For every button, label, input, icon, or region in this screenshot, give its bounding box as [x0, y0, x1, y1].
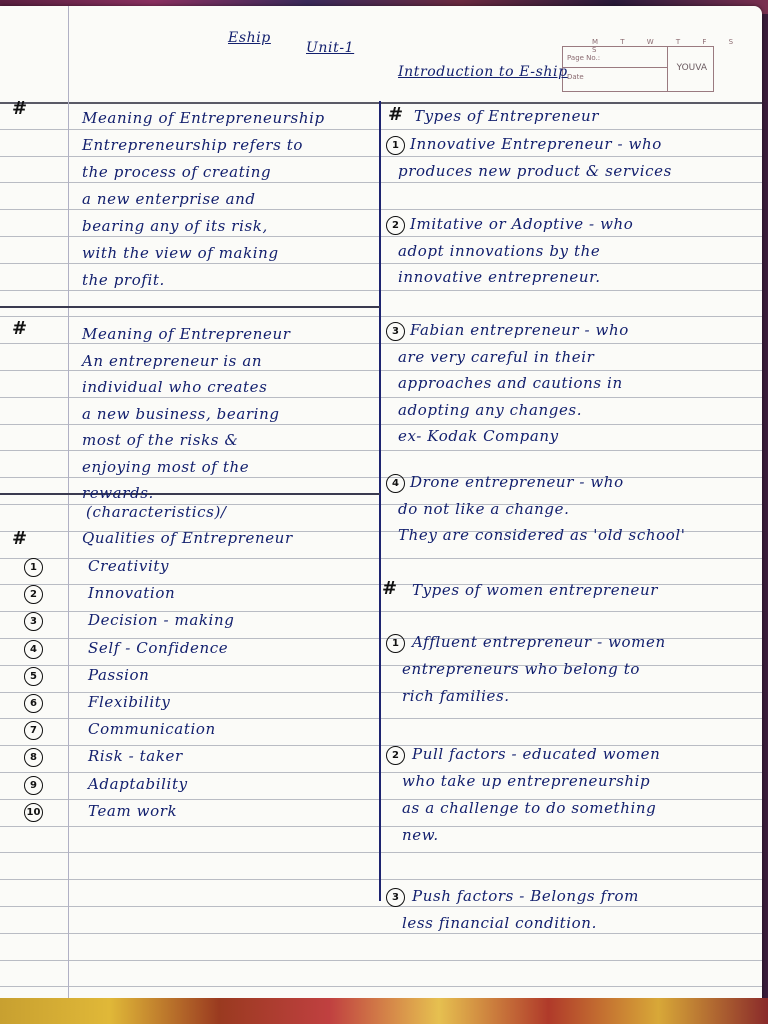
- ruled-line: [0, 852, 762, 853]
- background-bottom: [0, 998, 768, 1024]
- section-marker: #: [388, 104, 404, 125]
- notebook-page: [0, 6, 762, 1006]
- type-line: They are considered as 'old school': [398, 526, 686, 544]
- quality-item: Creativity: [88, 557, 170, 575]
- type-line: are very careful in their: [398, 347, 595, 366]
- type-line: produces new product & services: [398, 161, 672, 180]
- women-type-line: who take up entrepreneurship: [402, 772, 651, 790]
- quality-item: Passion: [88, 665, 150, 684]
- section-marker: #: [12, 318, 28, 339]
- women-type-line: new.: [402, 826, 439, 844]
- item-number-circle: 1: [386, 634, 405, 653]
- ruled-line: [0, 424, 762, 425]
- women-type-line: Pull factors - educated women: [412, 745, 661, 763]
- date-label: Date: [567, 73, 584, 81]
- item-number-circle: 2: [24, 585, 43, 604]
- qualities-heading: Qualities of Entrepreneur: [82, 529, 293, 547]
- section-marker: #: [12, 98, 28, 119]
- ruled-line: [0, 316, 762, 317]
- type-line: do not like a change.: [398, 499, 570, 518]
- text-line: most of the risks &: [82, 431, 239, 449]
- type-line: approaches and cautions in: [398, 374, 623, 392]
- women-type-line: less financial condition.: [402, 914, 597, 932]
- women-type-line: as a challenge to do something: [402, 799, 657, 817]
- text-line: the process of creating: [82, 163, 272, 181]
- page-no-label: Page No.:: [567, 54, 601, 62]
- women-types-heading: Types of women entrepreneur: [412, 581, 659, 599]
- type-line: Fabian entrepreneur - who: [410, 321, 629, 339]
- item-number-circle: 3: [24, 612, 43, 631]
- brand-logo: YOUVA: [676, 63, 707, 73]
- column-divider: [379, 101, 381, 901]
- section-heading: Meaning of Entrepreneur: [82, 325, 291, 343]
- item-number-circle: 2: [386, 746, 405, 765]
- item-number-circle: 8: [24, 748, 43, 767]
- type-line: Imitative or Adoptive - who: [410, 215, 634, 233]
- text-line: Entrepreneurship refers to: [82, 136, 304, 154]
- quality-item: Team work: [88, 801, 178, 820]
- unit-title: Unit-1: [306, 40, 355, 56]
- ruled-line: [0, 182, 762, 183]
- item-number-circle: 3: [386, 888, 405, 907]
- item-number-circle: 6: [24, 694, 43, 713]
- ruled-line: [0, 960, 762, 961]
- text-line: with the view of making: [82, 244, 279, 262]
- women-type-line: Push factors - Belongs from: [412, 887, 639, 905]
- quality-item: Flexibility: [88, 693, 171, 711]
- text-line: individual who creates: [82, 378, 268, 396]
- weekday-strip: M T W T F S S: [592, 38, 744, 54]
- women-type-line: Affluent entrepreneur - women: [412, 633, 666, 651]
- ruled-line: [0, 933, 762, 934]
- ruled-line: [0, 290, 762, 291]
- text-line: a new enterprise and: [82, 190, 256, 208]
- item-number-circle: 4: [24, 640, 43, 659]
- item-number-circle: 3: [386, 322, 405, 341]
- qualities-note: (characteristics)/: [86, 503, 227, 521]
- ruled-line: [0, 129, 762, 130]
- type-line: Innovative Entrepreneur - who: [410, 135, 662, 153]
- type-line: innovative entrepreneur.: [398, 268, 601, 286]
- ruled-line: [0, 156, 762, 157]
- item-number-circle: 10: [24, 803, 43, 822]
- quality-item: Decision - making: [88, 611, 235, 630]
- ruled-line: [0, 450, 762, 451]
- item-number-circle: 1: [24, 558, 43, 577]
- ruled-line: [0, 879, 762, 880]
- ruled-line: [0, 906, 762, 907]
- text-line: enjoying most of the: [82, 457, 250, 476]
- text-line: rewards.: [82, 484, 154, 502]
- women-type-line: rich families.: [402, 687, 510, 705]
- type-line: Drone entrepreneur - who: [410, 473, 624, 491]
- page-number-box: [562, 46, 714, 92]
- ruled-line: [0, 986, 762, 987]
- type-line: ex- Kodak Company: [398, 427, 559, 445]
- ruled-line: [0, 209, 762, 210]
- ruled-line: [0, 397, 762, 398]
- section-divider-2: [0, 493, 380, 495]
- text-line: An entrepreneur is an: [82, 351, 263, 370]
- quality-item: Communication: [88, 720, 216, 739]
- type-line: adopting any changes.: [398, 400, 583, 419]
- item-number-circle: 5: [24, 667, 43, 686]
- topic-title: Introduction to E-ship: [398, 64, 568, 80]
- ruled-line: [0, 826, 762, 827]
- item-number-circle: 9: [24, 776, 43, 795]
- item-number-circle: 7: [24, 721, 43, 740]
- types-heading: Types of Entrepreneur: [414, 107, 600, 125]
- section-marker: #: [382, 578, 398, 599]
- quality-item: Adaptability: [88, 774, 188, 793]
- item-number-circle: 4: [386, 474, 405, 493]
- text-line: a new business, bearing: [82, 404, 280, 423]
- type-line: adopt innovations by the: [398, 241, 601, 260]
- text-line: the profit.: [82, 271, 165, 289]
- item-number-circle: 2: [386, 216, 405, 235]
- margin-line: [68, 6, 69, 1006]
- ruled-line: [0, 102, 762, 104]
- item-number-circle: 1: [386, 136, 405, 155]
- quality-item: Innovation: [88, 584, 176, 603]
- section-heading: Meaning of Entrepreneurship: [82, 109, 325, 127]
- ruled-line: [0, 263, 762, 264]
- ruled-line: [0, 477, 762, 478]
- women-type-line: entrepreneurs who belong to: [402, 660, 640, 678]
- text-line: bearing any of its risk,: [82, 217, 268, 235]
- ruled-line: [0, 236, 762, 237]
- section-divider-1: [0, 306, 380, 308]
- section-marker: #: [12, 528, 28, 549]
- subject-title: Eship: [228, 30, 271, 46]
- quality-item: Risk - taker: [88, 747, 183, 766]
- quality-item: Self - Confidence: [88, 638, 229, 657]
